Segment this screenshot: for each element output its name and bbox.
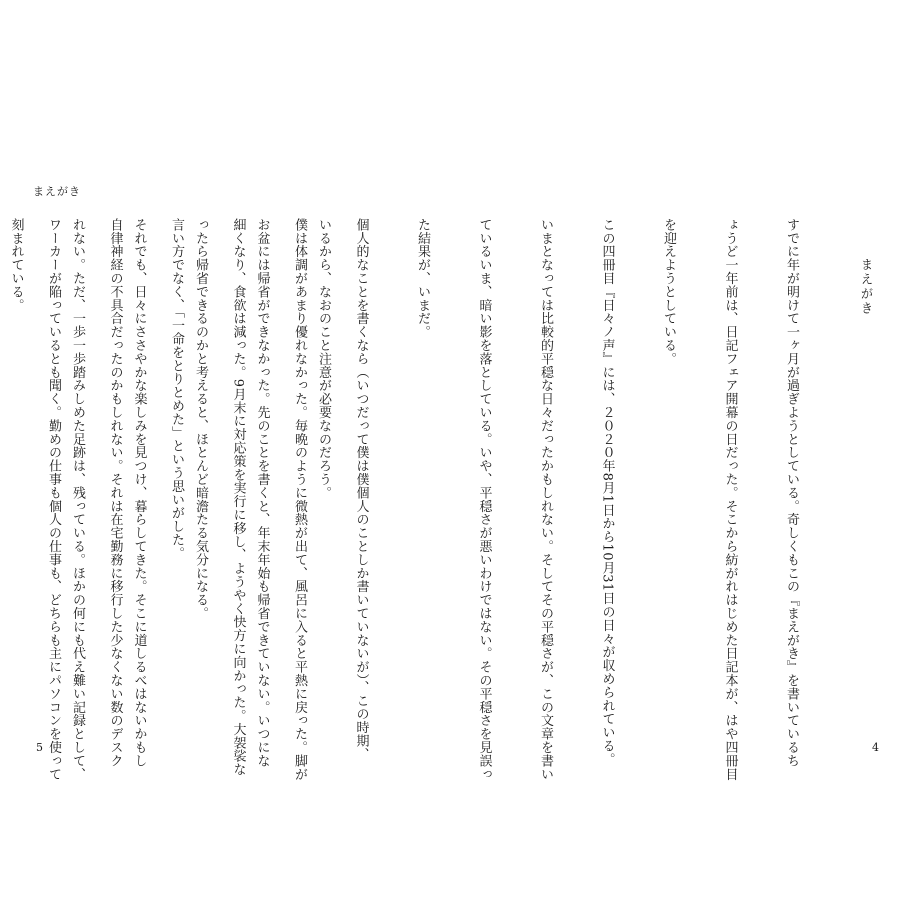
text-line: れない。ただ、一歩一歩踏みしめた足跡は、残っている。ほかの何にも代え難い記録として、 bbox=[70, 218, 85, 781]
body-text-right bbox=[2, 218, 843, 781]
text-line: いるから、なおのこと注意が必要なのだろう。 bbox=[316, 218, 331, 500]
text-line: この四冊目『日々ノ声』には、２０２０年8月1日から10月31日の日々が収められている。 bbox=[599, 218, 615, 766]
text-line: ワーカーが陥っているとも聞く。勤めの仕事も個人の仕事も、どちらも主にパソコンを使って bbox=[46, 218, 61, 781]
page-number: 4 bbox=[872, 741, 879, 754]
text-line: 個人的なことを書くなら（いつだって僕は僕個人のことしか書いていないが）、この時期、 bbox=[353, 218, 369, 761]
text-line: ょうど一年前は、日記フェア開幕の日だった。そこから紡がれはじめた日記本が、はや四冊目 bbox=[722, 218, 738, 781]
text-line: それでも、日々にささやかな楽しみを見つけ、暮らしてきた。そこに道しるべはないかもし bbox=[131, 218, 147, 768]
text-line: 言い方でなく、「一命をとりとめた」という思いがした。 bbox=[169, 218, 184, 560]
text-line: 細くなり、食欲は減った。9月末に対応策を実行に移し、ようやく快方に向かった。大袈裟な bbox=[230, 218, 246, 777]
text-line: 自律神経の不具合だったのかもしれない。それは在宅勤務に移行した少なくない数のデスク bbox=[107, 218, 123, 768]
page-number: 5 bbox=[36, 741, 43, 754]
text-line: を迎えようとしている。 bbox=[661, 218, 676, 366]
text-line: いまとなっては比較的平穏な日々だったかもしれない。そしてその平穏さが、この文章を書い bbox=[538, 218, 553, 781]
chapter-title: まえがき bbox=[859, 258, 874, 316]
text-line: ったら帰省できるのかと考えると、ほとんど暗澹たる気分になる。 bbox=[193, 218, 208, 620]
text-line: すでに年が明けて一ヶ月が過ぎようとしている。奇しくもこの『まえがき』を書いているち bbox=[784, 218, 799, 768]
running-head: まえがき bbox=[33, 185, 81, 198]
text-line: ているいま、暗い影を落としている。いや、平穏さが悪いわけではない。その平穏さを見誤っ bbox=[476, 218, 492, 781]
text-line: た結果が、いまだ。 bbox=[415, 218, 430, 339]
text-line: お盆には帰省ができなかった。先のことを書くと、年末年始も帰省できていない。いつにな bbox=[254, 218, 270, 768]
text-line: 僕は体調があまり優れなかった。毎晩のように微熱が出て、風呂に入ると平熱に戻った。脚が bbox=[292, 218, 307, 781]
text-line: 刻まれている。 bbox=[8, 218, 24, 312]
